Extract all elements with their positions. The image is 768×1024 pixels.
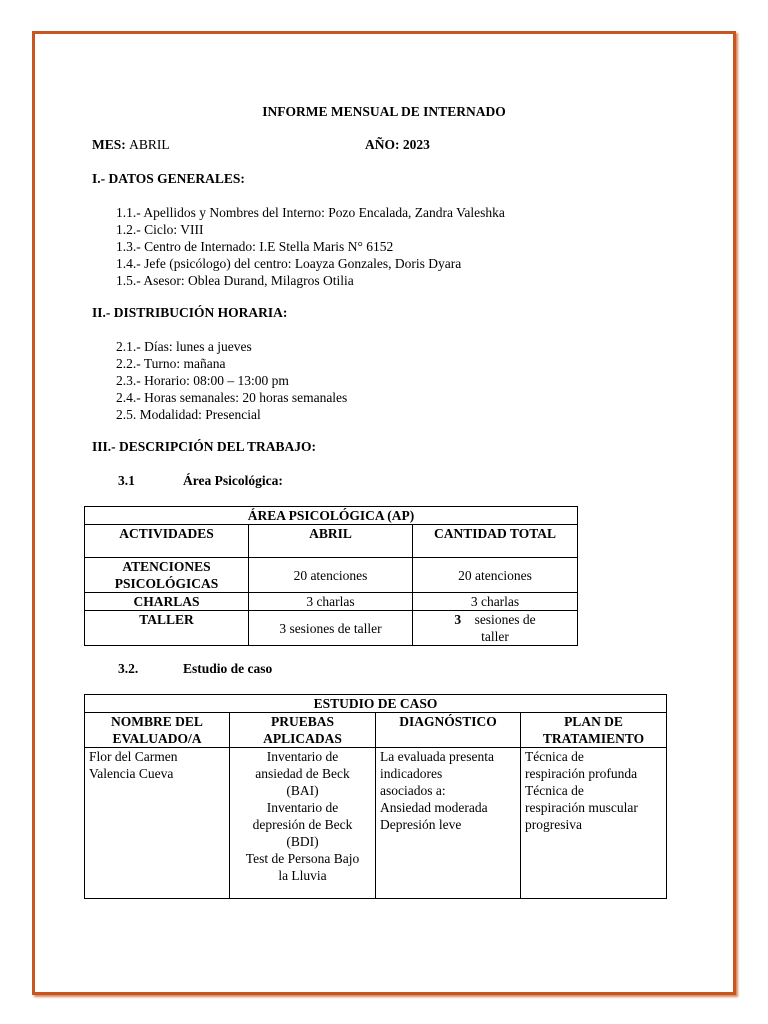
mes-label: MES: ABRIL	[92, 137, 170, 152]
table-cell: TALLER	[85, 611, 249, 646]
table-cell: 3 charlas	[249, 593, 413, 611]
cell-line: asociados a:	[380, 783, 446, 798]
table-cell: CHARLAS	[85, 593, 249, 611]
table-cell: 3 sesiones de taller	[249, 611, 413, 646]
cell-line: ansiedad de Beck	[255, 766, 350, 781]
column-header: NOMBRE DEL EVALUADO/A	[85, 713, 230, 748]
table-row	[85, 748, 667, 899]
list-item: 1.4.- Jefe (psicólogo) del centro: Loayza Gonzales, Doris Dyara	[116, 256, 462, 271]
cell-line: Ansiedad moderada	[380, 800, 488, 815]
list-item: 2.4.- Horas semanales: 20 horas semanales	[116, 390, 348, 405]
cell-line: respiración profunda	[525, 766, 638, 781]
cell-line: Técnica de	[525, 783, 584, 798]
table-cell	[230, 748, 376, 899]
cell-line: depresión de Beck	[252, 817, 353, 832]
table-cell	[85, 748, 230, 899]
horario-list	[116, 338, 347, 423]
column-header: PRUEBAS APLICADAS	[230, 713, 376, 748]
cell-line: Test de Persona Bajo	[245, 851, 360, 866]
list-item: 2.5. Modalidad: Presencial	[116, 407, 261, 422]
cell-line: Técnica de	[525, 749, 584, 764]
cell-line: respiración muscular	[525, 800, 638, 815]
list-item: 1.5.- Asesor: Oblea Durand, Milagros Otilia	[116, 273, 354, 288]
total-number: 3	[454, 612, 462, 627]
area-psicologica-table	[84, 506, 578, 646]
total-text: sesiones de	[474, 612, 536, 627]
cell-line: Flor del Carmen	[89, 749, 178, 764]
cell-line: La evaluada presenta	[380, 749, 494, 764]
column-header: ABRIL	[249, 525, 413, 558]
list-item: 1.3.- Centro de Internado: I.E Stella Maris N° 6152	[116, 239, 394, 254]
cell-line: la Lluvia	[278, 868, 327, 883]
section-3-title: III.- DESCRIPCIÓN DEL TRABAJO:	[92, 439, 317, 454]
total-text-2: taller	[481, 629, 509, 644]
cell-line: Inventario de	[266, 749, 339, 764]
column-header: CANTIDAD TOTAL	[413, 525, 578, 558]
subsection-3-1-number: 3.1	[118, 473, 135, 488]
cell-line: progresiva	[525, 817, 582, 832]
cell-line: Depresión leve	[380, 817, 462, 832]
table-cell: 3 charlas	[413, 593, 578, 611]
subsection-3-2-number: 3.2.	[118, 661, 139, 676]
table-cell	[521, 748, 667, 899]
table-cell: ATENCIONES PSICOLÓGICAS	[85, 558, 249, 593]
cell-line: Valencia Cueva	[89, 766, 174, 781]
document-title: INFORME MENSUAL DE INTERNADO	[262, 104, 506, 119]
cell-line: Inventario de	[266, 800, 339, 815]
list-item: 1.2.- Ciclo: VIII	[116, 222, 204, 237]
table-cell: 20 atenciones	[413, 558, 578, 593]
table-caption: ESTUDIO DE CASO	[85, 695, 667, 713]
list-item: 1.1.- Apellidos y Nombres del Interno: Pozo Encalada, Zandra Valeshka	[116, 205, 505, 220]
table-cell	[376, 748, 521, 899]
cell-line: indicadores	[380, 766, 443, 781]
column-header: ACTIVIDADES	[85, 525, 249, 558]
anio-label: AÑO: 2023	[365, 137, 430, 152]
estudio-de-caso-table	[84, 694, 667, 899]
subsection-3-1-title: Área Psicológica:	[183, 473, 283, 488]
table-row	[85, 558, 578, 593]
section-2-title: II.- DISTRIBUCIÓN HORARIA:	[92, 305, 288, 320]
table-cell	[413, 611, 578, 646]
table-cell: 20 atenciones	[249, 558, 413, 593]
cell-line: (BDI)	[286, 834, 319, 849]
list-item: 2.3.- Horario: 08:00 – 13:00 pm	[116, 373, 289, 388]
cell-line: (BAI)	[286, 783, 319, 798]
table-row	[85, 593, 578, 611]
mes-value: ABRIL	[129, 137, 170, 152]
subsection-3-2-title: Estudio de caso	[183, 661, 273, 676]
list-item: 2.2.- Turno: mañana	[116, 356, 226, 371]
table-row	[85, 611, 578, 646]
section-1-title: I.- DATOS GENERALES:	[92, 171, 245, 186]
datos-generales-list	[116, 204, 505, 289]
column-header: PLAN DE TRATAMIENTO	[521, 713, 667, 748]
column-header: DIAGNÓSTICO	[376, 713, 521, 748]
table-caption: ÁREA PSICOLÓGICA (AP)	[85, 507, 578, 525]
list-item: 2.1.- Días: lunes a jueves	[116, 339, 252, 354]
